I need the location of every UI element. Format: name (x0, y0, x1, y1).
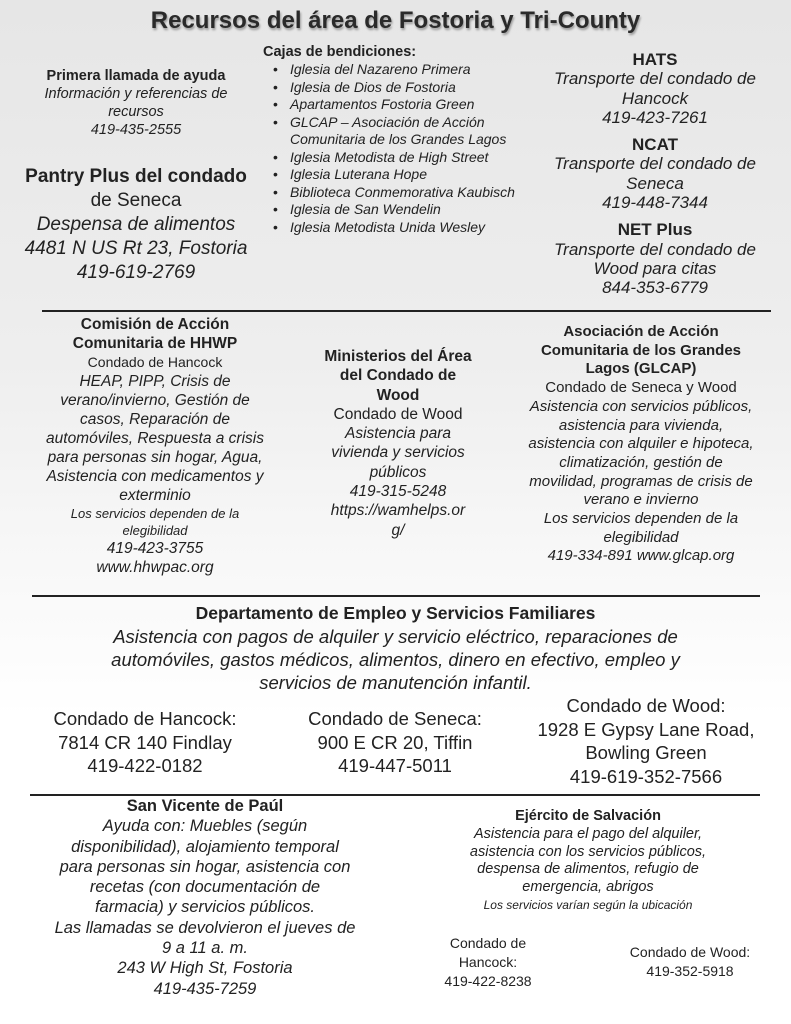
section-heading: Wood (376, 386, 420, 404)
description-line: Hancock (621, 88, 689, 108)
county-line: Condado de Seneca y Wood (545, 379, 737, 397)
section-heading: Comunitaria de los Grandes (540, 341, 742, 359)
salvacion-hancock (418, 934, 558, 991)
service-line: verano e invierno (583, 491, 699, 509)
cajas-list (263, 61, 525, 236)
county-line: Condado de (449, 935, 527, 951)
description-line: recursos (108, 104, 164, 120)
list-item: • Iglesia de Dios de Fostoria (263, 79, 525, 97)
section-heading: del Condado de (339, 367, 457, 385)
section-heading: NCAT (632, 135, 678, 155)
section-heading: HATS (632, 50, 678, 69)
county-line: Condado de Hancock: (53, 708, 237, 729)
san-vicente-section (5, 796, 405, 999)
description-line: servicios de manutención infantil. (259, 672, 532, 693)
address: 4481 N US Rt 23, Fostoria (24, 238, 248, 259)
service-line: movilidad, programas de crisis de (529, 472, 753, 490)
description-line: Wood para citas (593, 258, 717, 278)
list-item: • Iglesia Metodista de High Street (263, 149, 525, 167)
website-link[interactable]: www.hhwpac.org (96, 559, 214, 576)
section-heading: Departamento de Empleo y Servicios Familiares (195, 603, 596, 623)
divider (42, 310, 771, 312)
phone: 844-353-6779 (602, 278, 708, 298)
phone: 419-422-8238 (444, 973, 532, 989)
description-line: despensa de alimentos, refugio de (477, 861, 699, 878)
phone: 419-422-0182 (87, 755, 203, 776)
service-line: Asistencia con medicamentos y (46, 468, 264, 485)
county-line: Condado de Hancock (87, 354, 223, 370)
service-line: Asistencia para (345, 425, 451, 443)
service-line: Asistencia con servicios públicos, (529, 397, 753, 415)
description-line: Despensa de alimentos (36, 214, 236, 235)
service-line: asistencia para vivienda, (558, 416, 724, 434)
phone: 419-619-2769 (76, 262, 196, 283)
transport-section (520, 50, 790, 298)
service-line: para personas sin hogar, Agua, (47, 449, 263, 466)
phone: 419-435-7259 (153, 979, 257, 998)
phone: 419-352-5918 (646, 963, 734, 979)
service-line: casos, Reparación de (80, 411, 230, 428)
section-heading: Cajas de bendiciones: (263, 44, 417, 60)
description-line: Transporte del condado de (554, 69, 756, 89)
address: 7814 CR 140 Findlay (58, 731, 232, 753)
phone: 419-423-7261 (602, 107, 708, 127)
description-line: Transporte del condado de (554, 154, 756, 174)
description-line: disponibilidad), alojamiento temporal (71, 837, 339, 856)
description-line: Asistencia para el pago del alquiler, (473, 825, 703, 842)
section-heading: Ejército de Salvación (515, 808, 661, 824)
hhwp-section (10, 315, 300, 577)
description-line: Las llamadas se devolvieron el jueves de (54, 918, 356, 937)
phone: 419-619-352-7566 (569, 765, 723, 787)
list-item: • Iglesia del Nazareno Primera (263, 61, 525, 79)
list-item: • Iglesia Metodista Unida Wesley (263, 219, 525, 237)
list-item: • Iglesia de San Wendelin (263, 201, 525, 219)
eligibility-note: Los servicios dependen de la (543, 510, 739, 528)
address: 243 W High St, Fostoria (117, 959, 293, 978)
county-line: Condado de Wood (333, 405, 463, 423)
contact-line: 419-334-891 www.glcap.org (547, 547, 735, 565)
description-line: Seneca (626, 173, 684, 193)
cajas-section (263, 44, 525, 236)
empleo-section (0, 602, 791, 694)
service-line: asistencia con alquiler e hipoteca, (528, 435, 754, 453)
salvacion-wood (600, 943, 780, 981)
description-line: Transporte del condado de (554, 239, 756, 259)
ncat-entry (520, 135, 790, 212)
eligibility-note: elegibilidad (122, 523, 188, 538)
website-link[interactable]: g/ (391, 521, 405, 539)
description-line: Información y referencias de (44, 86, 228, 102)
description-line: para personas sin hogar, asistencia con (59, 857, 351, 876)
glcap-section (495, 323, 787, 566)
divider (32, 595, 760, 597)
description-line: asistencia con los servicios públicos, (469, 843, 707, 860)
eligibility-note: Los servicios dependen de la (70, 506, 240, 521)
list-item: • GLCAP – Asociación de Acción Comunitaria de los Grandes Lagos (263, 114, 525, 149)
primera-llamada-section (5, 67, 267, 139)
phone: 419-447-5011 (338, 755, 452, 776)
description-line: emergencia, abrigos (522, 879, 654, 896)
county-line: Condado de Wood: (566, 695, 726, 716)
service-line: exterminio (119, 487, 191, 504)
section-heading: Asociación de Acción (563, 323, 719, 340)
phone: 419-423-3755 (106, 540, 204, 557)
description-line: farmacia) y servicios públicos. (94, 898, 316, 917)
service-line: climatización, gestión de (559, 453, 723, 471)
county-line: Condado de Seneca: (308, 708, 482, 729)
service-line: HEAP, PIPP, Crisis de (79, 373, 231, 390)
phone: 419-435-2555 (90, 122, 182, 138)
ministerios-section (303, 347, 493, 540)
section-heading: Primera llamada de ayuda (46, 68, 226, 84)
description-line: Asistencia con pagos de alquiler y servicio eléctrico, reparaciones de (113, 626, 678, 647)
description-line: Ayuda con: Muebles (según (102, 817, 308, 836)
section-heading: Comisión de Acción (80, 316, 230, 333)
section-heading: NET Plus (617, 220, 693, 240)
description-line: 9 a 11 a. m. (162, 939, 248, 958)
website-link[interactable]: https://wamhelps.or (330, 502, 466, 520)
section-heading: Ministerios del Área (324, 348, 472, 365)
section-heading: San Vicente de Paúl (126, 797, 284, 815)
eligibility-note: elegibilidad (603, 528, 679, 546)
pantry-plus-section (3, 165, 269, 285)
service-line: vivienda y servicios (331, 444, 465, 462)
county-line: Hancock: (458, 954, 518, 970)
page-title: Recursos del área de Fostoria y Tri-County (150, 7, 641, 34)
office-wood (515, 694, 777, 788)
location-note: Los servicios varían según la ubicación (483, 897, 693, 912)
service-line: automóviles, Respuesta a crisis (46, 430, 264, 447)
address: 1928 E Gypsy Lane Road, (537, 718, 755, 740)
hats-entry (520, 50, 790, 127)
section-heading: Lagos (GLCAP) (585, 360, 697, 378)
office-seneca (265, 707, 525, 778)
phone: 419-448-7344 (602, 193, 708, 213)
phone: 419-315-5248 (349, 483, 447, 501)
address: Bowling Green (585, 742, 707, 763)
county-line: Condado de Wood: (629, 944, 751, 960)
service-line: verano/invierno, Gestión de (60, 392, 250, 409)
salvacion-section (430, 808, 746, 915)
service-line: públicos (369, 463, 427, 481)
net-plus-entry (520, 220, 790, 297)
section-heading: Pantry Plus del condado (25, 166, 247, 187)
list-item: • Biblioteca Conmemorativa Kaubisch (263, 184, 525, 202)
section-heading: Comunitaria de HHWP (72, 335, 238, 352)
office-hancock (15, 707, 275, 778)
list-item: • Iglesia Luterana Hope (263, 166, 525, 184)
list-item: • Apartamentos Fostoria Green (263, 96, 525, 114)
description-line: automóviles, gastos médicos, alimentos, dinero en efectivo, empleo y (111, 649, 680, 670)
description-line: recetas (con documentación de (89, 878, 321, 897)
address: 900 E CR 20, Tiffin (317, 731, 473, 753)
county-line: de Seneca (90, 190, 182, 211)
